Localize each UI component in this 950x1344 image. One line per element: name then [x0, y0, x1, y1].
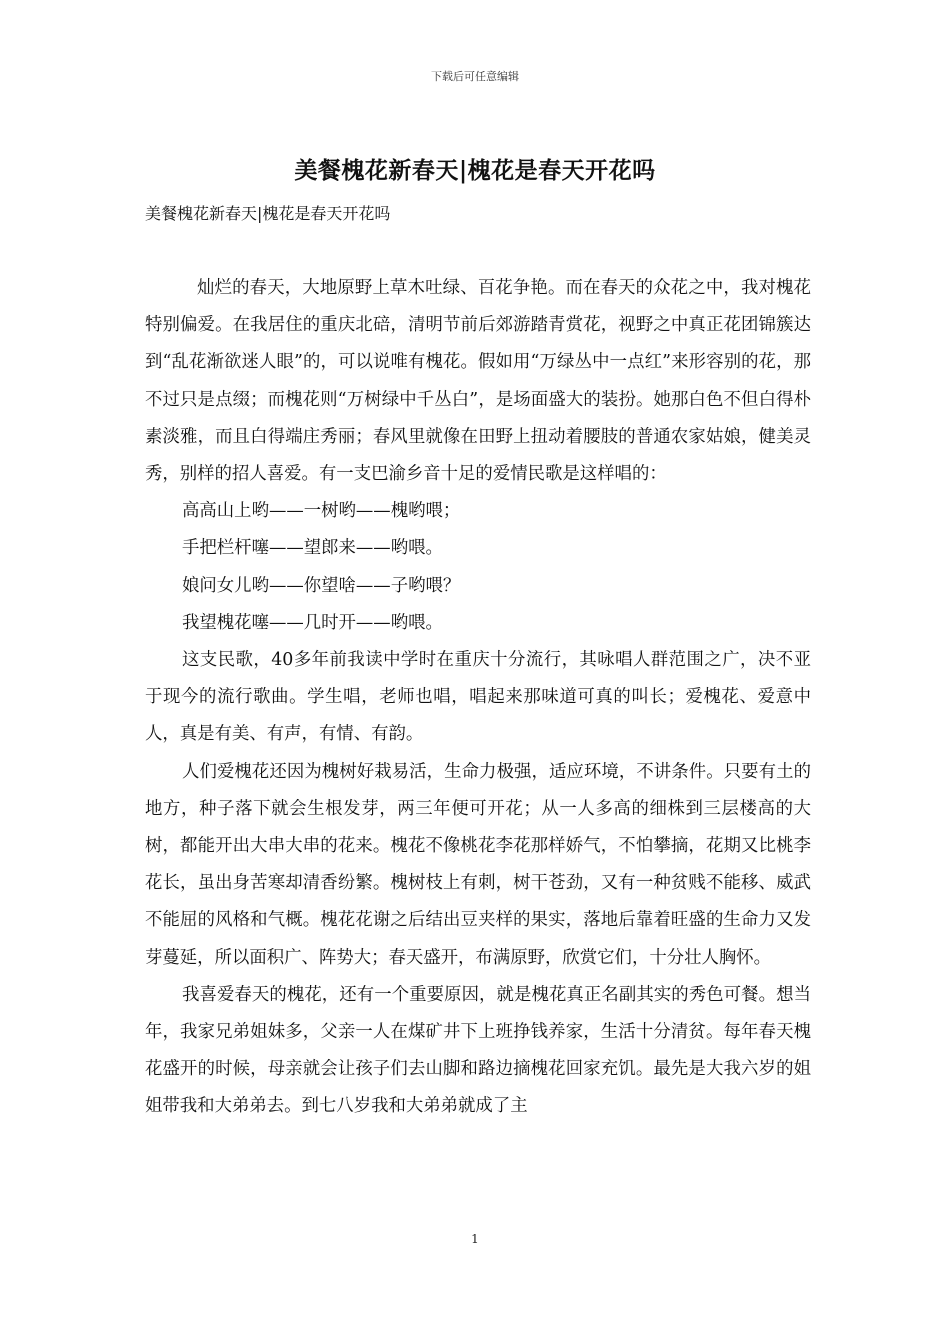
song-line-2: 手把栏杆噻——望郎来——哟喂。 [182, 538, 443, 559]
paragraph-folk-song: 这支民歌，40多年前我读中学时在重庆十分流行，其咏唱人群范围之广，决不亚于现今的流行歌曲。学生唱，老师也唱，唱起来那味道可真的叫长；爱槐花、爱意中人，真是有美、有声，有情、有韵。 [145, 650, 811, 745]
song-line-4: 我望槐花噻——几时开——哟喂。 [182, 612, 443, 633]
song-line-3: 娘问女儿哟——你望啥——子哟喂？ [182, 575, 461, 596]
song-line-1: 高高山上哟——一树哟——槐哟喂； [182, 501, 461, 522]
paragraph-intro: 灿烂的春天，大地原野上草木吐绿、百花争艳。而在春天的众花之中，我对槐花特别偏爱。在我居住的重庆北碚，清明节前后郊游踏青赏花，视野之中真正花团锦簇达到“乱花渐欲迷人眼”的，可以说唯有槐花。假如用“万绿丛中一点红”来形容别的花，那不过只是点缀；而槐花则“万树绿中千丛白”，是场面盛大的装扮。她那白色不但白得朴素淡雅，而且白得端庄秀丽；春风里就像在田野上扭动着腰肢的普通农家姑娘，健美灵秀，别样的招人喜爱。有一支巴渝乡音十足的爱情民歌是这样唱的： [145, 278, 811, 485]
paragraph-vitality: 人们爱槐花还因为槐树好栽易活，生命力极强，适应环境，不讲条件。只要有土的地方，种子落下就会生根发芽，两三年便可开花；从一人多高的细株到三层楼高的大树，都能开出大串大串的花来。槐花不像桃花李花那样娇气，不怕攀摘，花期又比桃李花长，虽出身苦寒却清香纷繁。槐树枝上有刺，树干苍劲，又有一种贫贱不能移、威武不能屈的风格和气概。槐花花谢之后结出豆夹样的果实，落地后靠着旺盛的生命力又发芽蔓延，所以面积广、阵势大；春天盛开，布满原野，欣赏它们，十分壮人胸怀。 [145, 761, 811, 968]
paragraph-edible: 我喜爱春天的槐花，还有一个重要原因，就是槐花真正名副其实的秀色可餐。想当年，我家兄弟姐妹多，父亲一人在煤矿井下上班挣钱养家，生活十分清贫。每年春天槐花盛开的时候，母亲就会让孩子们去山脚和路边摘槐花回家充饥。最先是大我六岁的姐姐带我和大弟弟去。到七八岁我和大弟弟就成了主 [145, 984, 811, 1117]
page-header: 下载后可任意编辑 [431, 70, 519, 83]
document-title: 美餐槐花新春天|槐花是春天开花吗 [294, 157, 656, 184]
document-subtitle: 美餐槐花新春天|槐花是春天开花吗 [145, 204, 391, 223]
page-number: 1 [471, 1232, 479, 1246]
article-body [145, 270, 811, 1126]
